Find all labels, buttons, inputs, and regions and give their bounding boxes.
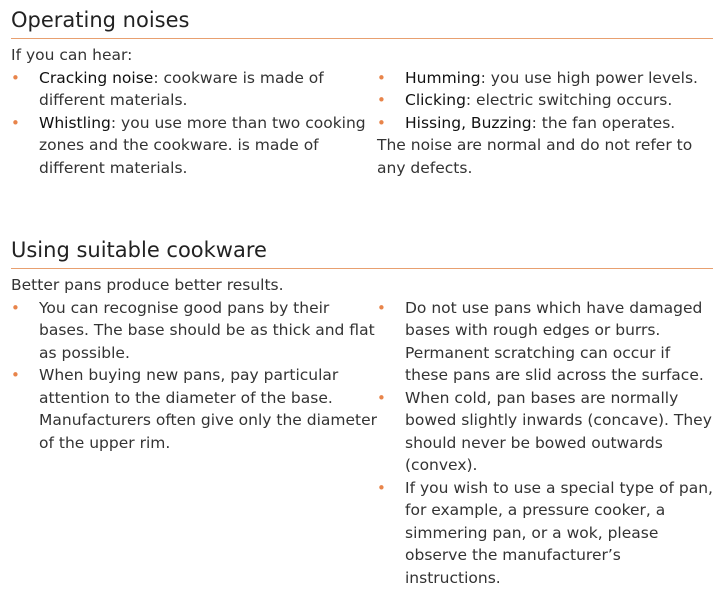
- cookware-section: [11, 236, 713, 589]
- cookware-tip: When buying new pans, pay particular attention to the diameter of the base. Manufacturers often give only the diameter of the upper rim.: [39, 366, 377, 452]
- bullet-icon: •: [11, 298, 20, 317]
- bullet-icon: •: [377, 91, 386, 109]
- noise-description: : cookware is made of different materials.: [39, 68, 324, 109]
- noise-term: Humming: [405, 68, 481, 87]
- list-item: [377, 112, 713, 135]
- operating-noises-note: The noise are normal and do not refer to any defects.: [377, 136, 693, 177]
- cookware-left-column: [11, 297, 377, 590]
- cookware-tip: When cold, pan bases are normally bowed slightly inwards (concave). They should never be bowed outwards (convex).: [405, 388, 712, 474]
- list-item: [377, 477, 713, 590]
- operating-noises-section: [11, 6, 713, 179]
- noise-description: : electric switching occurs.: [465, 91, 673, 109]
- noise-term: Hissing, Buzzing: [405, 113, 532, 132]
- bullet-icon: •: [11, 113, 20, 132]
- operating-noises-left-column: [11, 67, 377, 180]
- noise-description: : you use high power levels.: [480, 68, 698, 87]
- cookware-right-column: [377, 297, 713, 590]
- operating-noises-columns: [11, 67, 713, 180]
- bullet-icon: •: [377, 388, 386, 407]
- list-item: [11, 112, 377, 180]
- operating-noises-right-list: [377, 67, 713, 135]
- list-item: [11, 67, 377, 112]
- cookware-tip: Do not use pans which have damaged bases with rough edges or burrs. Permanent scratching can occur if these pans are slid across the surface.: [405, 298, 704, 384]
- list-item: [11, 297, 377, 365]
- cookware-columns: [11, 297, 713, 590]
- cookware-right-list: [377, 297, 713, 590]
- bullet-icon: •: [377, 478, 386, 497]
- cookware-tip: If you wish to use a special type of pan, for example, a pressure cooker, a simmering pan, or a wok, please observe the manufacturer’s instructions.: [405, 478, 713, 587]
- operating-noises-right-column: [377, 67, 713, 180]
- cookware-left-list: [11, 297, 377, 455]
- operating-noises-heading: Operating noises: [11, 6, 713, 39]
- noise-term: Clicking: [405, 91, 466, 109]
- list-item: [377, 297, 713, 387]
- operating-noises-left-list: [11, 67, 377, 180]
- noise-term: Cracking noise: [39, 68, 154, 87]
- cookware-tip: You can recognise good pans by their bases. The base should be as thick and flat as possible.: [39, 298, 375, 362]
- operating-noises-intro: If you can hear:: [11, 46, 133, 64]
- bullet-icon: •: [11, 366, 20, 384]
- cookware-heading: Using suitable cookware: [11, 236, 713, 269]
- noise-description: : the fan operates.: [531, 113, 676, 132]
- bullet-icon: •: [377, 113, 386, 132]
- list-item: [377, 89, 713, 112]
- bullet-icon: •: [377, 68, 386, 87]
- noise-term: Whistling: [39, 113, 111, 132]
- list-item: [11, 364, 377, 454]
- bullet-icon: •: [377, 298, 386, 317]
- list-item: [377, 67, 713, 90]
- cookware-intro: Better pans produce better results.: [11, 276, 284, 294]
- list-item: [377, 387, 713, 477]
- bullet-icon: •: [11, 68, 20, 87]
- noise-description: : you use more than two cooking zones and the cookware. is made of different materials.: [39, 113, 366, 177]
